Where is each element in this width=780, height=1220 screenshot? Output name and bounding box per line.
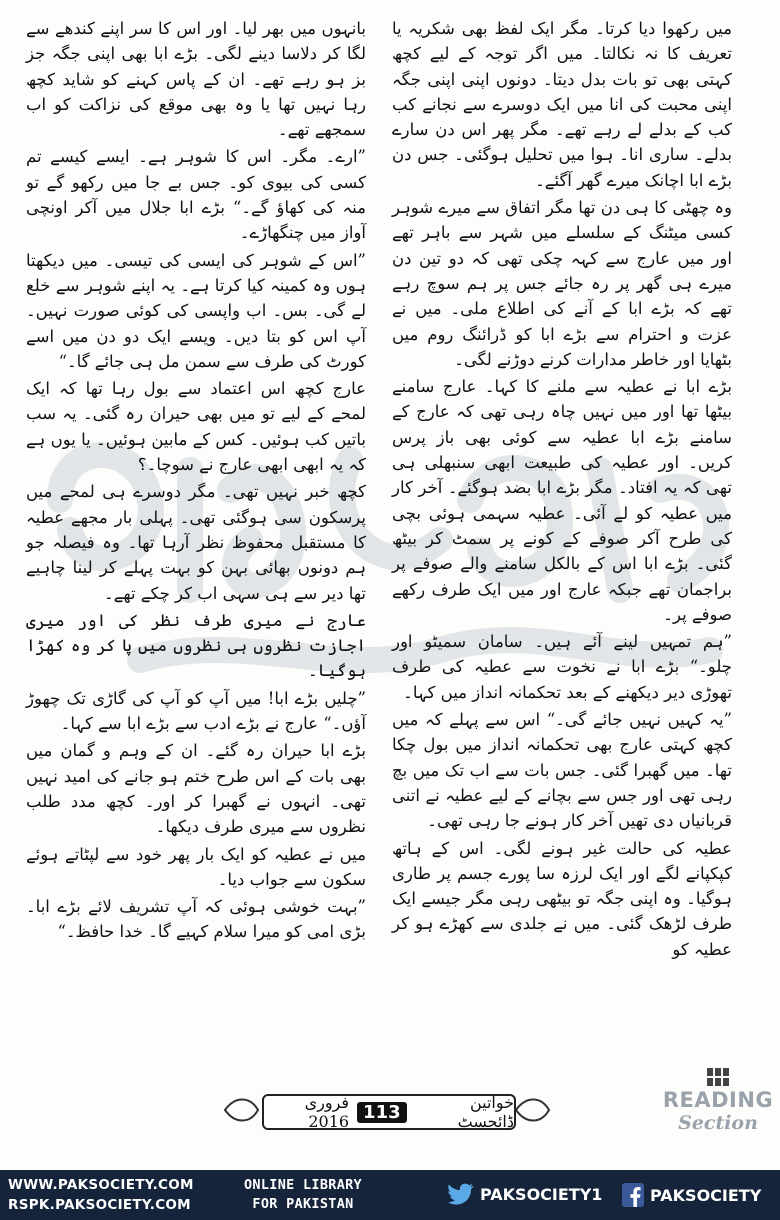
paragraph: میں رکھوا دیا کرتا۔ مگر ایک لفظ بھی شکریہ یا تعریف کا نہ نکالتا۔ میں اگر توجہ کے لیے کچھ کہتی بھی تو بات بدل دیتا۔ دونوں اپنی اپنی جگہ اپنی محبت کی انا میں ایک دوسرے سے نجانے کب کب کے بدلے لے رہے تھے۔ مگر پھر اس دن سارے بدلے۔ ساری انا۔ ہوا میں تحلیل ہوگئی۔ جس دن بڑے ابا اچانک میرے گھر آگئے۔ bbox=[392, 19, 732, 190]
magazine-name: خواتین ڈائجسٹ bbox=[457, 1093, 514, 1131]
paragraph: ”ارے۔ مگر۔ اس کا شوہر ہے۔ ایسے کیسے تم کسی کی بیوی کو۔ جس بے جا میں رکھو گے تو منہ کی کھاؤ گے۔“ بڑے ابا جلال میں آکر اونچی آواز میں چنگھاڑے۔ bbox=[26, 147, 366, 243]
twitter-link[interactable] bbox=[448, 1183, 602, 1205]
facebook-handle: PAKSOCIETY bbox=[650, 1185, 762, 1205]
facebook-f-icon bbox=[622, 1183, 644, 1207]
paragraph: کچھ خبر نہیں تھی۔ مگر دوسرے ہی لمحے میں پرسکون سی ہوگئی تھی۔ پہلی بار مجھے عطیہ کا مستقبل محفوظ نظر آرہا تھا۔ وہ فیصلہ جو ہم دونوں بھائی بہن کو بہت پہلے کر لینا چاہیے تھا دیر سے ہی سہی اب کر چکے تھے۔ bbox=[26, 482, 366, 603]
paragraph: میں نے عطیہ کو ایک بار پھر خود سے لپٹاتے ہوئے سکون سے جواب دیا۔ bbox=[26, 844, 366, 889]
left-text-column bbox=[26, 16, 366, 947]
paragraph: وہ چھٹی کا ہی دن تھا مگر اتفاق سے میرے شوہر کسی میٹنگ کے سلسلے میں شہر سے باہر تھے اور میں عارج سے کہہ چکی تھی کہ دو تین دن میرے ہی گھر پر رہ جائے جس پر ہم سوچ رہے تھے کہ بڑے ابا کے آنے کی اطلاع ملی۔ میں نے عزت و احترام سے بڑے ابا کو ڈرائنگ روم میں بٹھایا اور خاطر مدارات کرنے دوڑنے لگی۔ bbox=[392, 198, 732, 369]
website-link-rspk[interactable]: RSPK.PAKSOCIETY.COM bbox=[8, 1197, 191, 1213]
twitter-bird-icon bbox=[448, 1183, 474, 1205]
right-text-column bbox=[392, 16, 732, 964]
paragraph: بڑے ابا نے عطیہ سے ملنے کا کہا۔ عارج سامنے بیٹھا تھا اور میں نہیں چاہ رہی تھی کہ عارج کے سامنے بڑے ابا عطیہ سے کوئی بھی باز پرس کریں۔ اور عطیہ کی طبیعت ابھی سنبھلی ہی تھی کہ یہ افتاد۔ مگر بڑے ابا بضد ہوگئے۔ آخر کار میں عطیہ کو لے آئی۔ عطیہ سہمی ہوئی بچی کی طرح آکر صوفے کے کونے پر سمٹ کر بیٹھ گئی۔ بڑے ابا اس کے بالکل سامنے والے صوفے پر براجمان تھے جبکہ عارج اور میں ایک طرف رکھے صوفے پر۔ bbox=[392, 377, 732, 624]
paragraph: ”اس کے شوہر کی ایسی کی تیسی۔ میں دیکھتا ہوں وہ کمینہ کیا کرتا ہے۔ یہ اپنے شوہر سے خلع لے گی۔ بس۔ اب واپسی کی کوئی صورت نہیں۔ آپ اس کو بتا دیں۔ ویسے ایک دو دن میں اسے کورٹ کی طرف سے سمن مل ہی جائے گا۔“ bbox=[26, 250, 366, 371]
paragraph: بانہوں میں بھر لیا۔ اور اس کا سر اپنے کندھے سے لگا کر دلاسا دینے لگی۔ بڑے ابا بھی اپنی جگہ جز بز ہو رہے تھے۔ ان کے پاس کہنے کو شاید کچھ رہا نہیں تھا یا وہ بھی موقع کی نزاکت کو اب سمجھے تھے۔ bbox=[26, 19, 366, 140]
reading-section-logo bbox=[662, 1068, 774, 1158]
paragraph: ”چلیں بڑے ابا! میں آپ کو آپ کی گاڑی تک چھوڑ آؤں۔“ عارج نے بڑے ادب سے بڑے ابا سے کہا۔ bbox=[26, 688, 366, 734]
paragraph: ”بہت خوشی ہوئی کہ آپ تشریف لائے بڑے ابا۔ بڑی امی کو میرا سلام کہیے گا۔ خدا حافظ۔“ bbox=[26, 897, 366, 942]
paragraph: عارج کچھ اس اعتماد سے بول رہا تھا کہ ایک لمحے کے لیے تو میں بھی حیران رہ گئی۔ یہ سب باتیں کب ہوئیں۔ کس کے مابین ہوئیں۔ یا یوں ہے کہ یہ ابھی ابھی عارج نے سوچا۔؟ bbox=[26, 379, 366, 475]
paragraph: ”ہم تمہیں لینے آئے ہیں۔ سامان سمیٹو اور چلو۔“ بڑے ابا نے نخوت سے عطیہ کی طرف تھوڑی دیر دیکھنے کے بعد تحکمانہ انداز میں کہا۔ bbox=[392, 632, 732, 702]
library-line-2: FOR PAKISTAN bbox=[252, 1196, 354, 1212]
magazine-footer-title bbox=[262, 1094, 516, 1130]
paragraph: عارج نے میری طرف نظر کی اور میری اجازت نظروں ہی نظروں میں پا کر وہ کھڑا ہوگیا۔ bbox=[26, 610, 366, 681]
page-number: 113 bbox=[357, 1102, 407, 1123]
issue-date: فروری 2016 bbox=[304, 1093, 350, 1131]
facebook-link[interactable] bbox=[622, 1183, 761, 1207]
reading-label: READING bbox=[662, 1088, 774, 1112]
paksociety-banner bbox=[0, 1170, 780, 1220]
website-link[interactable]: WWW.PAKSOCIETY.COM bbox=[8, 1177, 194, 1193]
section-label: Section bbox=[678, 1112, 758, 1134]
grid-icon bbox=[707, 1068, 729, 1086]
paragraph: ”یہ کہیں نہیں جائے گی۔“ اس سے پہلے کہ میں کچھ کہتی عارج بھی تحکمانہ انداز میں بول چکا تھا۔ میں گھبرا گئی۔ جس بات سے اب تک میں بچ رہی تھی اور جس سے بچانے کے لیے عطیہ نے اتنی قربانیاں دی تھیں آخر کار ہونے جا رہی تھی۔ bbox=[392, 710, 732, 831]
library-line-1: ONLINE LIBRARY bbox=[244, 1177, 362, 1193]
paragraph: بڑے ابا حیران رہ گئے۔ ان کے وہم و گمان میں بھی بات کے اس طرح ختم ہو جانے کی امید نہیں تھی۔ انہوں نے گھبرا کر اور۔ کچھ مدد طلب نظروں سے میری طرف دیکھا۔ bbox=[26, 741, 366, 837]
twitter-handle: PAKSOCIETY1 bbox=[480, 1184, 603, 1204]
online-library-label bbox=[244, 1176, 362, 1214]
paragraph: عطیہ کی حالت غیر ہونے لگی۔ اس کے ہاتھ کپکپانے لگے اور ایک لرزہ سا پورے جسم پر طاری ہوگیا۔ وہ اپنی جگہ تو بیٹھی رہی مگر جیسے ایک طرف لڑھک گئی۔ میں نے جلدی سے کھڑے ہو کر عطیہ کو bbox=[392, 838, 732, 959]
